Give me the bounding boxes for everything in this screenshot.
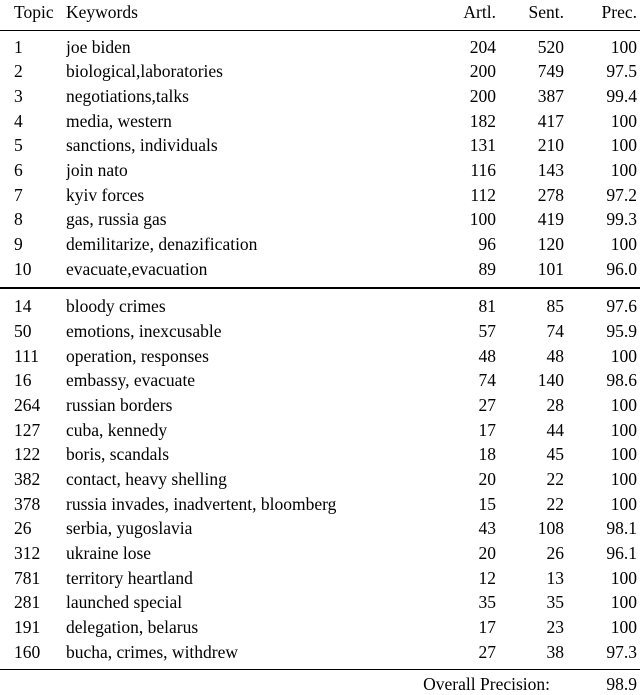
table-cell: 74 [478, 370, 496, 391]
table-cell: 140 [537, 370, 564, 391]
table-cell: 122 [14, 444, 41, 465]
table-cell: 1 [14, 36, 23, 57]
table-cell: 100 [610, 617, 637, 638]
table-cell: 15 [478, 493, 496, 514]
table-row [0, 109, 640, 134]
table-cell: boris, scandals [66, 444, 170, 465]
table-footer [0, 670, 640, 695]
table-cell: 44 [546, 419, 564, 440]
table-cell: 6 [14, 159, 23, 180]
overall-precision-value: 98.9 [564, 670, 640, 695]
table-cell: 89 [478, 258, 496, 279]
table-cell: 210 [537, 135, 564, 156]
table-row [0, 418, 640, 443]
table-cell: 98.6 [606, 370, 637, 391]
table-cell: 100 [610, 444, 637, 465]
table-cell: 48 [478, 345, 496, 366]
table-cell: 99.4 [606, 85, 637, 106]
table-row [0, 492, 640, 517]
table-cell: 417 [537, 110, 564, 131]
table-cell: 143 [537, 159, 564, 180]
column-header: Sent. [496, 0, 564, 30]
table-row [0, 257, 640, 288]
table-cell: 182 [469, 110, 496, 131]
table-row [0, 591, 640, 616]
table-cell: 20 [478, 543, 496, 564]
table-row [0, 30, 640, 60]
table-row [0, 232, 640, 257]
table-cell: 387 [537, 85, 564, 106]
table-cell: territory heartland [66, 567, 193, 588]
table-cell: 100 [610, 234, 637, 254]
table-cell: 57 [478, 320, 496, 341]
table-cell: 160 [14, 641, 41, 662]
table-group-bottom [0, 288, 640, 670]
table-cell: 13 [546, 567, 564, 588]
table-cell: 26 [546, 543, 564, 564]
table-cell: 419 [537, 209, 564, 230]
table-cell: 27 [478, 641, 496, 662]
table-cell: 48 [546, 345, 564, 366]
table-row [0, 566, 640, 591]
table-cell: 4 [14, 110, 23, 131]
table-cell: 100 [610, 135, 637, 156]
table-cell: join nato [66, 159, 128, 180]
table-cell: 100 [610, 493, 637, 514]
table-cell: 12 [478, 567, 496, 588]
table-cell: 108 [537, 518, 564, 539]
table-cell: 111 [14, 345, 39, 366]
table-cell: 26 [14, 518, 32, 539]
table-row [0, 443, 640, 468]
table-row [0, 208, 640, 233]
table-row [0, 517, 640, 542]
table-cell: 99.3 [606, 209, 637, 230]
table-cell: 382 [14, 469, 41, 489]
column-header: Keywords [66, 0, 418, 30]
table-cell: 14 [14, 296, 32, 317]
table-cell: delegation, belarus [66, 617, 199, 638]
table-cell: 45 [546, 444, 564, 465]
table-cell: 100 [610, 110, 637, 131]
column-header: Topic [0, 0, 66, 30]
table-cell: 120 [537, 234, 564, 254]
table-cell: operation, responses [66, 345, 209, 366]
table-cell: 781 [14, 567, 41, 588]
table-cell: 96 [478, 234, 496, 254]
table-cell: joe biden [66, 36, 131, 57]
table-cell: 96.1 [606, 543, 637, 564]
table-cell: demilitarize, denazification [66, 234, 258, 254]
table-cell: 312 [14, 543, 41, 564]
table-row [0, 344, 640, 369]
table-cell: bucha, crimes, withdrew [66, 641, 239, 662]
table-cell: 27 [478, 394, 496, 415]
table-cell: 35 [478, 592, 496, 613]
table-row [0, 134, 640, 159]
table-row [0, 640, 640, 670]
table-cell: 74 [546, 320, 564, 341]
table-cell: 35 [546, 592, 564, 613]
table-cell: media, western [66, 110, 172, 131]
footer-row [0, 670, 640, 695]
table-group-top [0, 30, 640, 288]
table-row [0, 319, 640, 344]
table-row [0, 158, 640, 183]
table-cell: 98.1 [606, 518, 637, 539]
table-cell: 17 [478, 617, 496, 638]
table-cell: biological,laboratories [66, 61, 223, 82]
table-cell: 191 [14, 617, 41, 638]
table-header [0, 0, 640, 30]
table-cell: 112 [470, 184, 496, 205]
table-row [0, 288, 640, 319]
table-cell: 10 [14, 258, 32, 279]
table-cell: 38 [546, 641, 564, 662]
table-cell: 520 [537, 36, 564, 57]
table-cell: 3 [14, 85, 23, 106]
table-cell: sanctions, individuals [66, 135, 218, 156]
table-cell: 749 [537, 61, 564, 82]
table-cell: 85 [546, 296, 564, 317]
table-row [0, 616, 640, 641]
table-row [0, 393, 640, 418]
table-cell: 100 [610, 394, 637, 415]
table-cell: 22 [546, 469, 564, 489]
table-cell: 100 [610, 419, 637, 440]
table-cell: 378 [14, 493, 41, 514]
table-cell: 2 [14, 61, 23, 82]
table-cell: 8 [14, 209, 23, 230]
table-cell: ukraine lose [66, 543, 152, 564]
table-cell: 16 [14, 370, 32, 391]
table-row [0, 84, 640, 109]
table-cell: emotions, inexcusable [66, 320, 222, 341]
table-cell: cuba, kennedy [66, 419, 168, 440]
table-cell: 5 [14, 135, 23, 156]
table-cell: 18 [478, 444, 496, 465]
table-cell: 20 [478, 469, 496, 489]
table-cell: 100 [610, 36, 637, 57]
table-cell: 9 [14, 234, 23, 254]
table-cell: kyiv forces [66, 184, 145, 205]
table-cell: 100 [610, 345, 637, 366]
table-cell: 200 [469, 85, 496, 106]
table-cell: 97.2 [606, 184, 637, 205]
table-cell: 28 [546, 394, 564, 415]
table-cell: 101 [537, 258, 564, 279]
table-cell: 96.0 [606, 258, 637, 279]
table-cell: russian borders [66, 394, 173, 415]
table-cell: 131 [469, 135, 496, 156]
table-cell: 116 [470, 159, 496, 180]
table-cell: 81 [478, 296, 496, 317]
table-cell: russia invades, inadvertent, bloomberg [66, 493, 337, 514]
table-cell: 281 [14, 592, 41, 613]
overall-precision-label: Overall Precision: [0, 670, 564, 695]
table-cell: bloody crimes [66, 296, 166, 317]
table-cell: 204 [469, 36, 496, 57]
table-cell: negotiations,talks [66, 85, 189, 106]
table-cell: 100 [610, 159, 637, 180]
header-row [0, 0, 640, 30]
table-cell: 100 [610, 592, 637, 613]
table-row [0, 467, 640, 492]
table-cell: evacuate,evacuation [66, 258, 208, 279]
table-cell: embassy, evacuate [66, 370, 196, 391]
column-header: Prec. [564, 0, 640, 30]
table-cell: 23 [546, 617, 564, 638]
table-cell: 200 [469, 61, 496, 82]
table-cell: 97.5 [606, 61, 637, 82]
table-cell: 22 [546, 493, 564, 514]
table-cell: 17 [478, 419, 496, 440]
table-cell: contact, heavy shelling [66, 469, 227, 489]
table-cell: 7 [14, 184, 23, 205]
table-row [0, 183, 640, 208]
table-cell: 127 [14, 419, 41, 440]
table-cell: 100 [610, 469, 637, 489]
table-cell: 97.3 [606, 641, 637, 662]
table-row [0, 541, 640, 566]
table-cell: 97.6 [606, 296, 637, 317]
table-cell: serbia, yugoslavia [66, 518, 193, 539]
table-cell: 50 [14, 320, 32, 341]
table-cell: 100 [610, 567, 637, 588]
table-cell: gas, russia gas [66, 209, 167, 230]
column-header: Artl. [418, 0, 496, 30]
table-cell: 100 [469, 209, 496, 230]
table-cell: 278 [537, 184, 564, 205]
table-cell: launched special [66, 592, 183, 613]
table-row [0, 60, 640, 85]
table-cell: 264 [14, 394, 41, 415]
table-row [0, 369, 640, 394]
table-cell: 95.9 [606, 320, 637, 341]
table-cell: 43 [478, 518, 496, 539]
